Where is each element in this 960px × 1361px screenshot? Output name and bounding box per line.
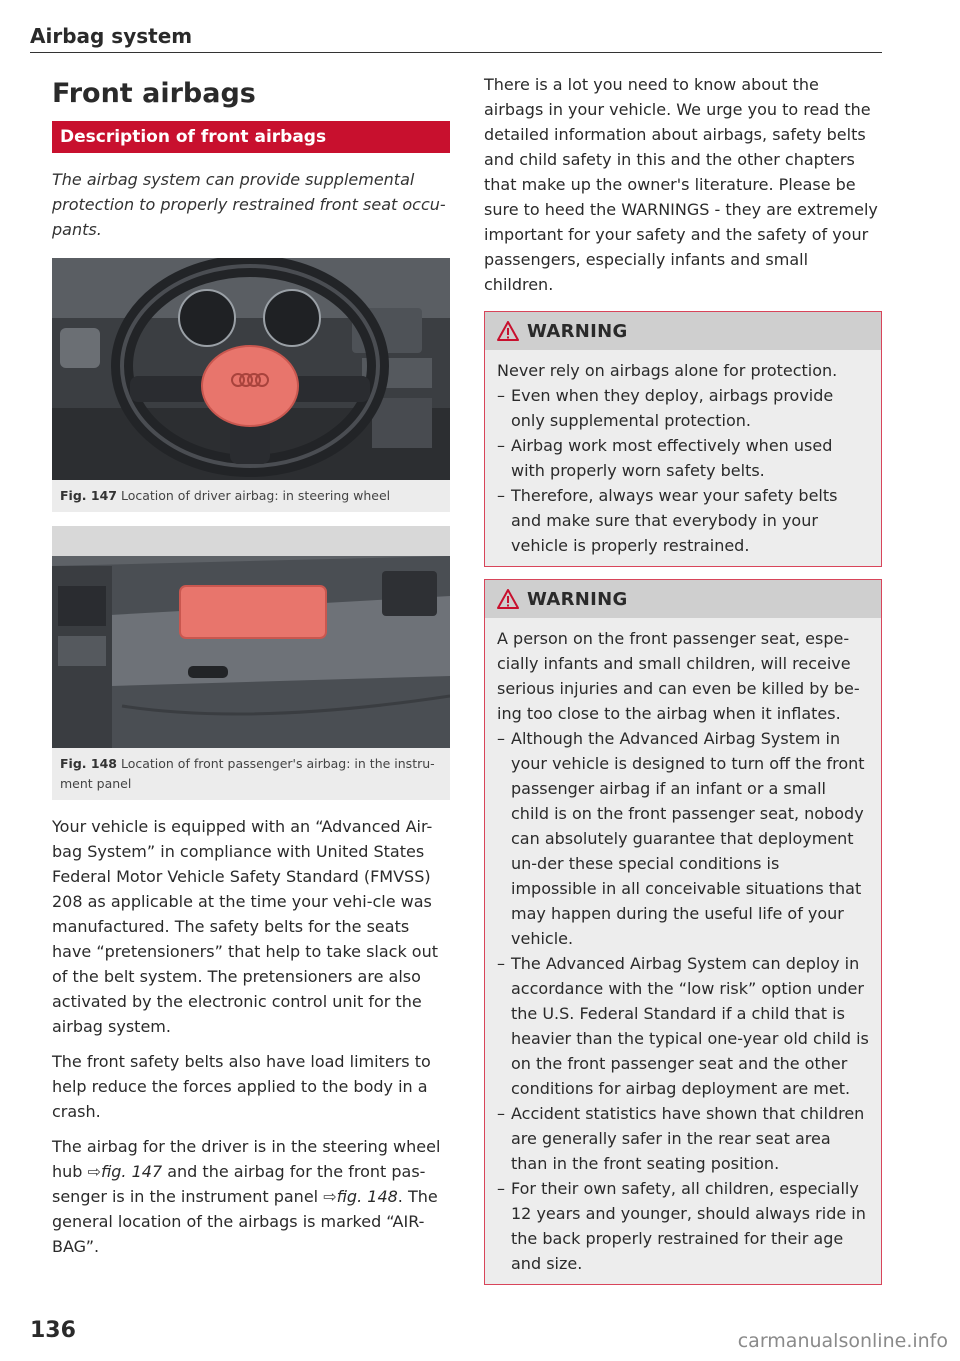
passenger-airbag-illustration <box>52 526 450 748</box>
warning-list-item: – Even when they deploy, airbags provide only supplemental protection. <box>497 383 869 433</box>
xref-arrow-icon: ⇨ <box>87 1162 101 1181</box>
figure-147-caption <box>52 480 450 512</box>
warning-list-item: – Accident statistics have shown that children are generally safer in the rear seat area than in the front seating position. <box>497 1101 869 1176</box>
warning-triangle-icon <box>497 321 519 341</box>
warning-text: Never rely on airbags alone for protection. <box>497 361 838 380</box>
figure-147-caption-text: Location of driver airbag: in steering wheel <box>120 488 391 503</box>
warning-box-2 <box>484 579 882 1285</box>
warning-label: WARNING <box>527 320 628 342</box>
page-number: 136 <box>30 1318 76 1343</box>
driver-airbag-illustration <box>52 258 450 480</box>
header-rule <box>30 52 882 53</box>
warning-list-item: – Airbag work most effectively when used with properly worn safety belts. <box>497 433 869 483</box>
watermark: carmanualsonline.info <box>737 1330 948 1352</box>
warning-list-item: – Although the Advanced Airbag System in your vehicle is designed to turn off the front passenger airbag if an infant or a small child is on the front passenger seat, nobody can absolutely guarantee that deployment un-der these special conditions is impossible in all conceivable situations that may happen during the useful life of your vehicle. <box>497 726 869 951</box>
section-intro: The airbag system can provide supplemental protection to properly restrained front seat occu-pants. <box>52 170 446 239</box>
running-header: Airbag system <box>30 24 193 48</box>
figure-148-caption-text: Location of front passenger's airbag: in the instru-ment panel <box>60 756 435 791</box>
body-paragraph-1: Your vehicle is equipped with an “Advanced Air-bag System” in compliance with United States Federal Motor Vehicle Safety Standard (FMVSS) 208 as applicable at the time your vehi-cle was manufactured. The safety belts for the seats have “pretensioners” that help to take slack out of the belt system. The pretensioners are also activated by the electronic control unit for the airbag system. <box>52 817 438 1036</box>
warning-header <box>485 580 881 618</box>
xref-arrow-icon: ⇨ <box>323 1187 337 1206</box>
figure-147-label: Fig. 147 <box>60 488 117 503</box>
warning-triangle-icon <box>497 589 519 609</box>
section-title: Front airbags <box>52 78 256 109</box>
subsection-banner: Description of front airbags <box>52 121 450 153</box>
warning-label: WARNING <box>527 588 628 610</box>
warning-box-1 <box>484 311 882 567</box>
figure-147 <box>52 258 450 512</box>
warning-body <box>485 618 881 1284</box>
warning-list-item: – The Advanced Airbag System can deploy in accordance with the “low risk” option under the U.S. Federal Standard if a child that is heavier than the typical one-year old child is on the front passenger seat and the other conditions for airbag deployment are met. <box>497 951 869 1101</box>
warning-list <box>497 726 869 1276</box>
body-paragraph-3: The airbag for the driver is in the steering wheel hub ⇨fig. 147 and the airbag for the front pas-senger is in the instrument panel ⇨fig. 148. The general location of the airbags is marked “AIR-BAG”. <box>52 1137 441 1256</box>
right-column <box>484 72 882 1297</box>
warning-list-item: – Therefore, always wear your safety belts and make sure that everybody in your vehicle is properly restrained. <box>497 483 869 558</box>
airbag-info-paragraph: There is a lot you need to know about the airbags in your vehicle. We urge you to read the detailed information about airbags, safety belts and child safety in this and the other chapters that make up the owner's literature. Please be sure to heed the WARNINGS - they are extremely important for your safety and the safety of your passengers, especially infants and small children. <box>484 75 878 294</box>
fig-148-link[interactable]: fig. 148 <box>336 1187 398 1206</box>
warning-list-item: – For their own safety, all children, especially 12 years and younger, should always ride in the back properly restrained for their age and size. <box>497 1176 869 1276</box>
figure-148-label: Fig. 148 <box>60 756 117 771</box>
warning-body <box>485 350 881 566</box>
figure-148 <box>52 526 450 800</box>
left-column <box>52 72 450 1269</box>
warning-text: A person on the front passenger seat, espe-cially infants and small children, will receive serious injuries and can even be killed by be-ing too close to the airbag when it inflates. <box>497 629 860 723</box>
fig-147-link[interactable]: fig. 147 <box>100 1162 163 1181</box>
warning-list <box>497 383 869 558</box>
body-paragraph-2: The front safety belts also have load limiters to help reduce the forces applied to the body in a crash. <box>52 1052 431 1121</box>
warning-header <box>485 312 881 350</box>
figure-148-caption <box>52 748 450 800</box>
